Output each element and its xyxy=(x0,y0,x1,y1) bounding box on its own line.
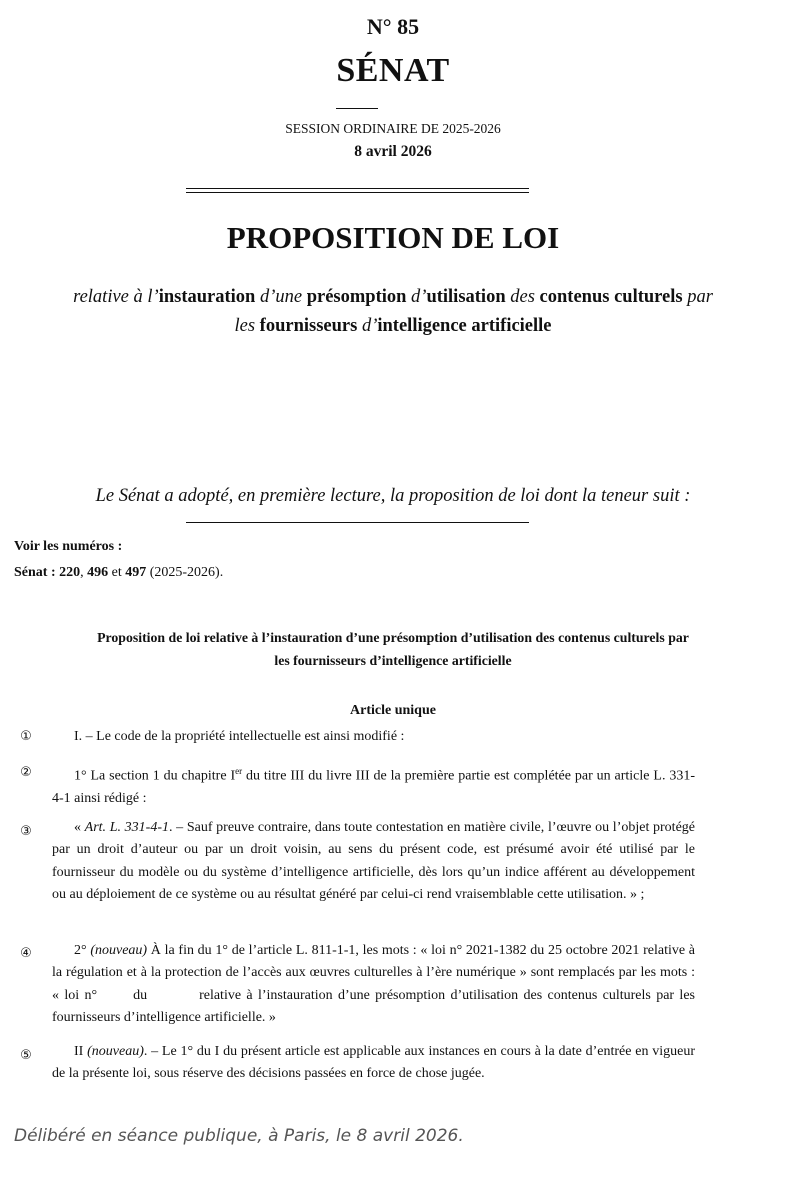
subtitle-fragment: intelligence artificielle xyxy=(377,316,552,336)
subtitle-fragment: les xyxy=(234,316,260,336)
references-heading: Voir les numéros : xyxy=(14,539,123,554)
reference-number: 497 xyxy=(125,565,147,580)
subtitle-line-1 xyxy=(0,287,786,308)
paragraph-text: « xyxy=(74,820,85,835)
superscript: er xyxy=(235,766,243,776)
subtitle-fragment: utilisation xyxy=(426,287,506,307)
paragraph-marker-icon: ④ xyxy=(20,946,32,961)
adoption-divider xyxy=(186,522,529,523)
references-year: (2025-2026). xyxy=(146,565,224,580)
references-list xyxy=(14,565,223,581)
nouveau-label: (nouveau) xyxy=(87,1044,144,1059)
paragraph-text: I. – Le code de la propriété intellectuelle est ainsi modifié : xyxy=(74,729,405,744)
paragraph-text: 1° La section 1 du chapitre I xyxy=(74,768,236,784)
paragraph-text: À la fin du 1° de l’article L. 811-1-1, les mots : « loi n° 2021-1382 du 25 octobre 2021 relative à la régulation et à la protection de l’accès aux œuvres culturelles à l’ère numérique » sont remplacés par les mots : « loi n° xyxy=(52,943,695,1003)
document-number: N° 85 xyxy=(366,14,420,39)
subtitle-line-2 xyxy=(0,316,786,337)
paragraph-text: . – Sauf preuve contraire, dans toute contestation en matière civile, l’œuvre ou l’objet protégé par un droit d’auteur ou par un droit voisin, au sens du présent code, est présumé avoir été utilisé par le fournisseur du modèle ou du système d’intelligence artificielle, dès lors qu’un indice afférent au développement ou au déploiement de ce système ou au résultat généré par celui-ci rend vraisemblable cette utilisation. » ; xyxy=(52,820,696,902)
article-paragraph-3 xyxy=(52,817,695,906)
article-paragraph-5 xyxy=(52,1041,695,1086)
subtitle-fragment: d’ xyxy=(406,287,427,307)
paragraph-text: . – Le 1° du I du présent article est applicable aux instances en cours à la date d’entrée en vigueur de la présente loi, sous réserve des décisions passées en force de chose jugée. xyxy=(52,1044,695,1082)
paragraph-marker-icon: ② xyxy=(20,765,32,780)
paragraph-text: II xyxy=(74,1044,88,1059)
short-divider xyxy=(336,108,378,109)
article-paragraph-4 xyxy=(52,940,695,1029)
adoption-statement: Le Sénat a adopté, en première lecture, la proposition de loi dont la teneur suit : xyxy=(95,486,691,506)
deliberation-footer: Délibéré en séance publique, à Paris, le 8 avril 2026. xyxy=(14,1126,464,1146)
reference-number: 496 xyxy=(87,565,109,580)
subtitle-fragment: contenus culturels xyxy=(539,287,683,307)
subtitle-fragment: d’une xyxy=(255,287,307,307)
proposal-title-line-1: Proposition de loi relative à l’instauration d’une présomption d’utilisation des contenus culturels par xyxy=(97,630,689,645)
subtitle-fragment: d’ xyxy=(357,316,378,336)
chamber-name: SÉNAT xyxy=(336,52,450,89)
references-separator: , xyxy=(80,565,88,580)
references-label: Sénat : xyxy=(14,565,60,580)
paragraph-marker-icon: ⑤ xyxy=(20,1048,32,1063)
session-date: 8 avril 2026 xyxy=(354,143,432,160)
article-paragraph-1 xyxy=(52,726,695,748)
subtitle-fragment: par xyxy=(682,287,713,307)
article-paragraph-2 xyxy=(52,760,695,810)
subtitle-fragment: instauration xyxy=(158,287,256,307)
document-title: PROPOSITION DE LOI xyxy=(226,220,560,255)
paragraph-text: du titre III du livre III de la première partie est complétée par un article L. 331-4-1 ainsi rédigé : xyxy=(52,768,695,806)
double-divider xyxy=(186,188,529,193)
nouveau-label: (nouveau) xyxy=(90,943,148,958)
subtitle-fragment: des xyxy=(505,287,540,307)
paragraph-text: du xyxy=(133,987,148,1003)
paragraph-text: 2° xyxy=(74,943,91,958)
paragraph-text: relative à l’instauration d’une présomption d’utilisation des contenus culturels par les fournisseurs d’intelligence artificielle. » xyxy=(52,987,695,1025)
subtitle-fragment: fournisseurs xyxy=(259,316,358,336)
article-heading: Article unique xyxy=(350,703,436,718)
references-separator: et xyxy=(108,565,126,580)
paragraph-marker-icon: ① xyxy=(20,729,32,744)
proposal-title-line-2: les fournisseurs d’intelligence artificielle xyxy=(274,653,512,668)
subtitle-fragment: présomption xyxy=(306,287,407,307)
reference-number: 220 xyxy=(59,565,81,580)
paragraph-marker-icon: ③ xyxy=(20,824,32,839)
session-label: SESSION ORDINAIRE DE 2025-2026 xyxy=(285,121,501,136)
article-reference: Art. L. 331-4-1 xyxy=(84,820,170,835)
subtitle-fragment: relative à l’ xyxy=(73,287,159,307)
